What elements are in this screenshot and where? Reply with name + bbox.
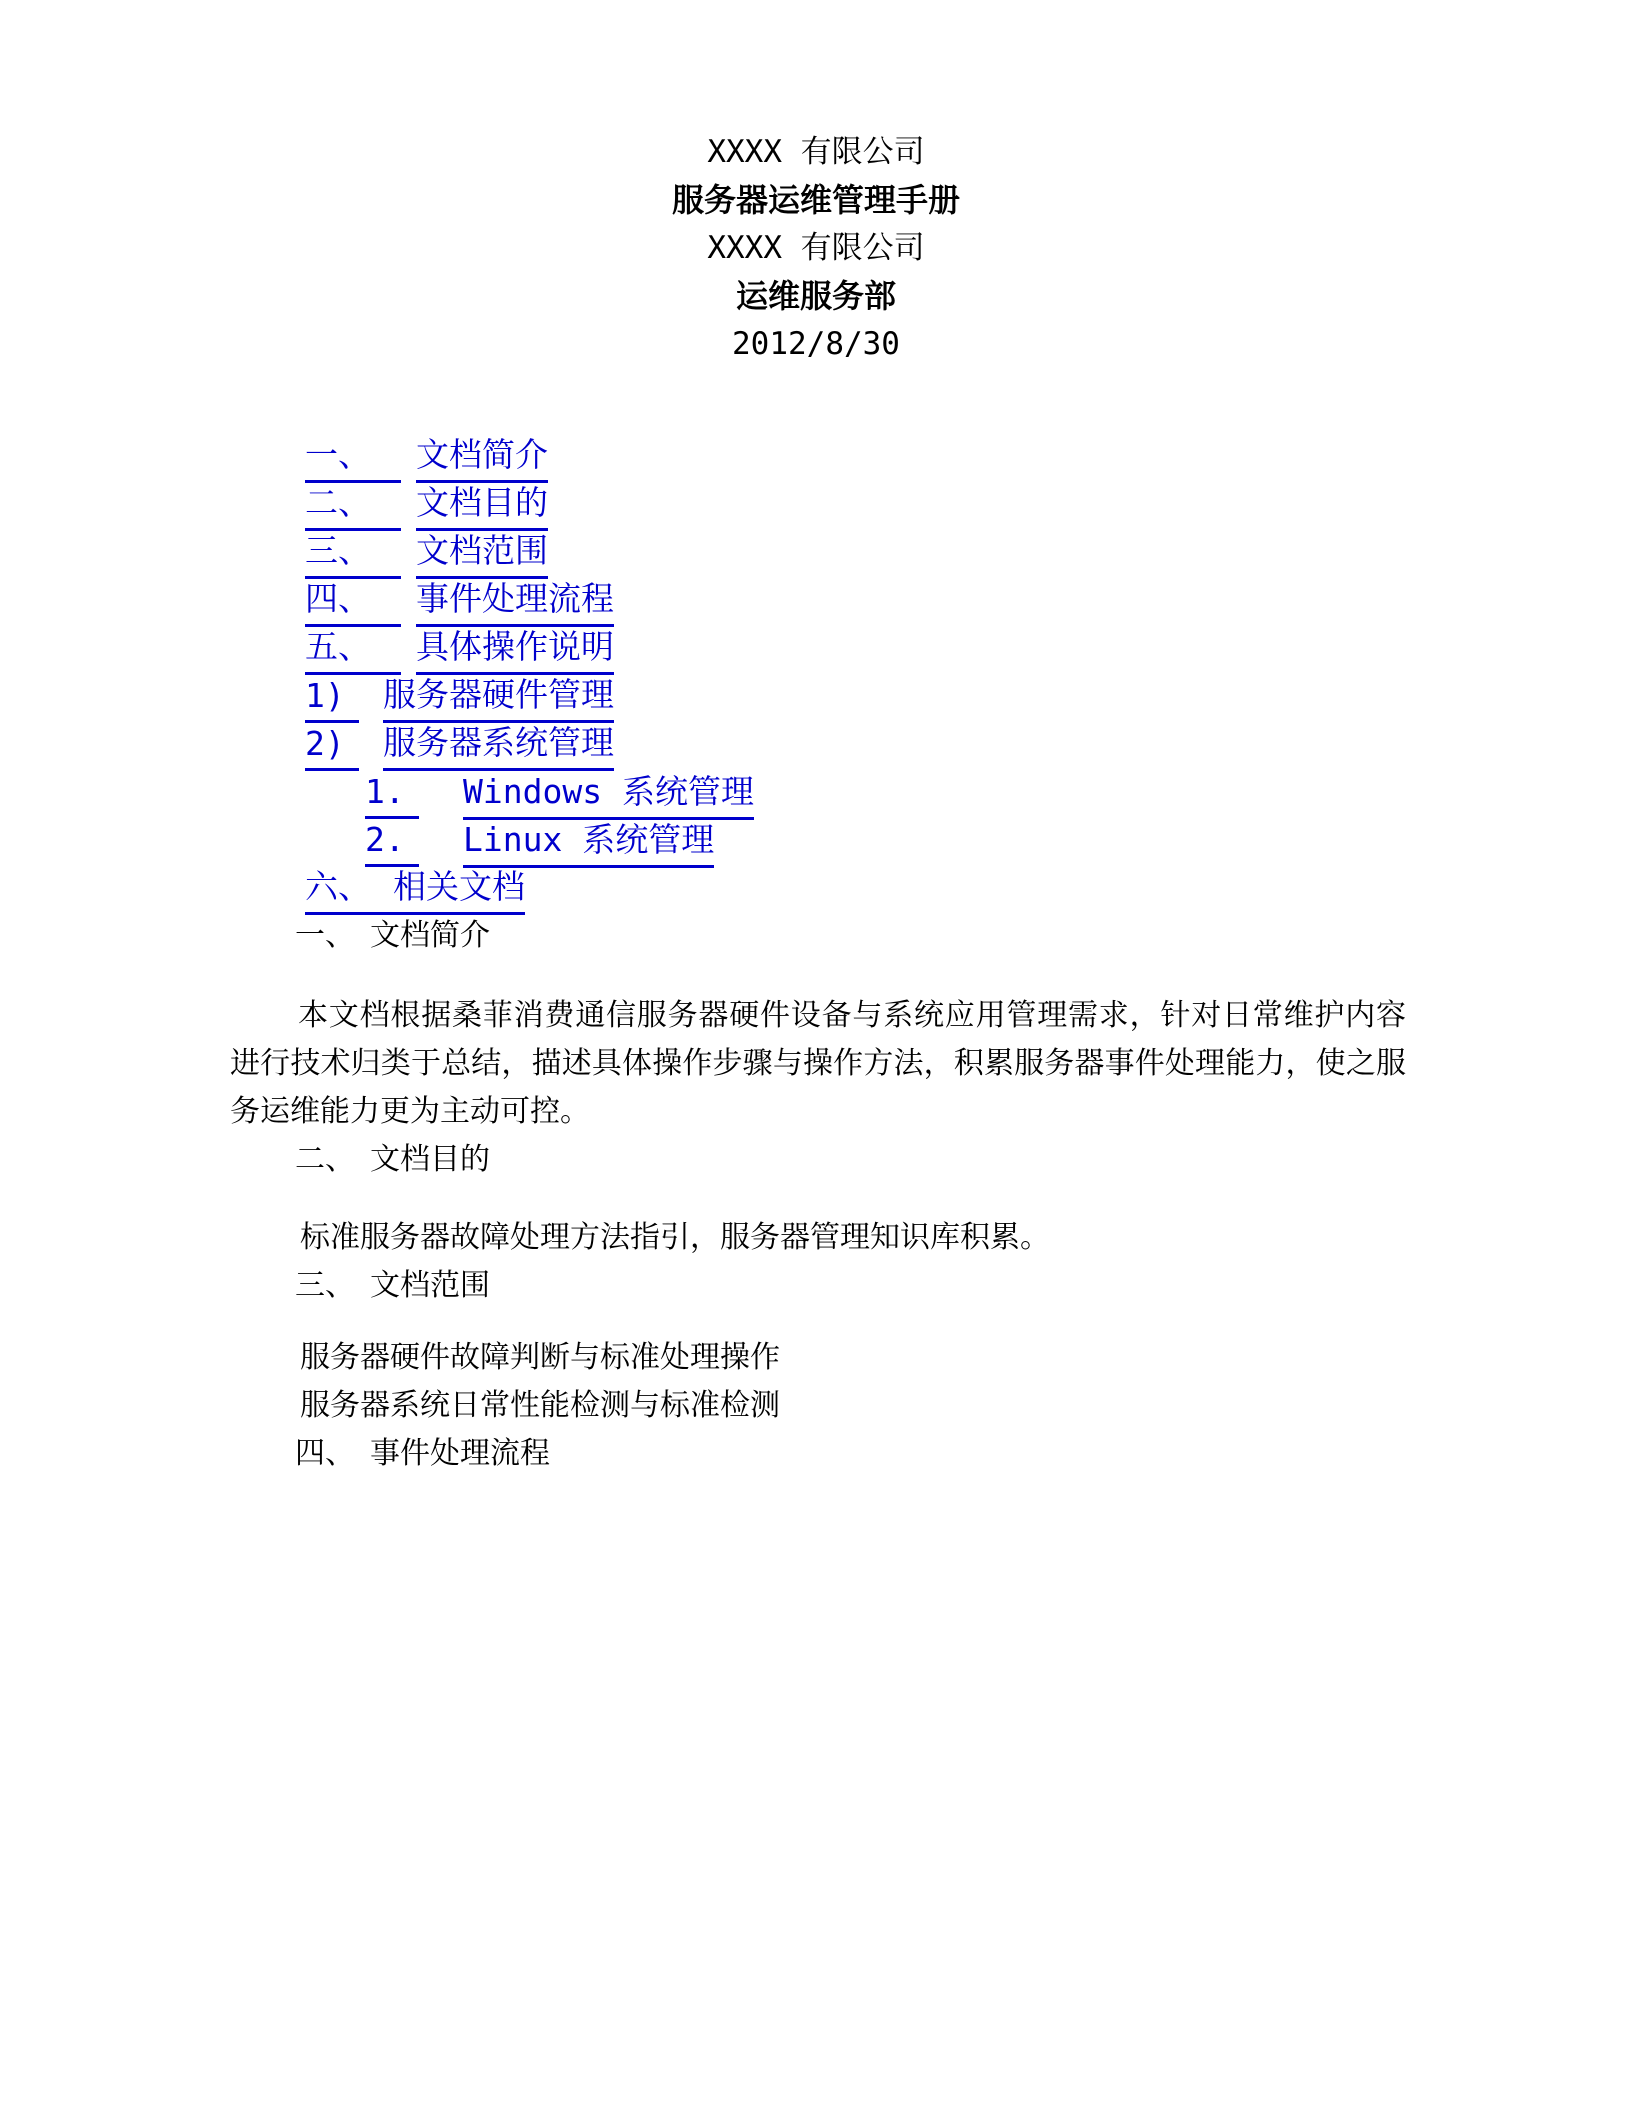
toc-item-label-latin[interactable]: Windows [463,772,622,811]
toc-item-label[interactable]: 服务器系统管理 [383,720,614,771]
document-header [0,0,1632,368]
toc-item-number[interactable]: 四、 [305,576,401,627]
toc-item-label[interactable]: 文档范围 [416,528,548,579]
toc-item-label[interactable] [463,768,754,820]
company-name-top-cjk: 有限公司 [800,134,925,169]
toc-item [0,720,1632,768]
section-heading-number: 四、 [295,1437,355,1470]
toc-item-label-cjk[interactable]: 系统管理 [621,775,754,811]
section-heading-4 [0,1430,1632,1478]
toc-item [0,864,1632,912]
toc-item-label[interactable] [463,816,714,868]
toc-item-number[interactable]: 五、 [305,624,401,675]
table-of-contents [0,432,1632,912]
section-heading-number: 二、 [295,1143,355,1176]
section-3-line-2: 服务器系统日常性能检测与标准检测 [300,1389,780,1422]
section-1-paragraph: 本文档根据桑菲消费通信服务器硬件设备与系统应用管理需求，针对日常维护内容进行技术归类于总结，描述具体操作步骤与操作方法，积累服务器事件处理能力，使之服务运维能力更为主动可控。 [230,999,1406,1128]
toc-item [0,480,1632,528]
toc-item-number[interactable]: 二、 [305,480,401,531]
toc-item-label-latin[interactable]: Linux [463,820,583,859]
section-heading-2 [0,1136,1632,1184]
toc-item-number[interactable]: 2. [365,816,419,867]
toc-item-label[interactable]: 服务器硬件管理 [383,672,614,723]
toc-item-number[interactable]: 一、 [305,432,401,483]
department-name: 运维服务部 [735,278,896,314]
section-heading-number: 三、 [295,1269,355,1302]
toc-item-label[interactable]: 相关文档 [393,864,525,915]
toc-item [0,624,1632,672]
section-2-paragraph: 标准服务器故障处理方法指引，服务器管理知识库积累。 [300,1221,1050,1254]
toc-item-number[interactable]: 三、 [305,528,401,579]
toc-item-number[interactable]: 1. [365,768,419,819]
toc-item [0,816,1632,864]
toc-item-number[interactable]: 1) [305,672,359,723]
toc-item-label[interactable]: 文档简介 [416,432,548,483]
section-heading-1 [0,912,1632,960]
section-heading-text: 文档简介 [370,919,490,952]
section-heading-text: 文档目的 [370,1143,490,1176]
company-name-mid-cjk: 有限公司 [800,230,925,265]
company-name-top [0,128,1632,176]
toc-item [0,432,1632,480]
section-heading-text: 事件处理流程 [370,1437,550,1470]
toc-item-label[interactable]: 具体操作说明 [416,624,614,675]
toc-item-label[interactable]: 事件处理流程 [416,576,614,627]
section-3-line-1: 服务器硬件故障判断与标准处理操作 [300,1341,780,1374]
document-title: 服务器运维管理手册 [671,182,960,218]
toc-item-label[interactable]: 文档目的 [416,480,548,531]
toc-item-label-cjk[interactable]: 系统管理 [582,823,715,859]
toc-item [0,672,1632,720]
toc-item-number[interactable]: 2) [305,720,359,771]
company-name-mid [0,224,1632,272]
toc-item [0,528,1632,576]
toc-item [0,768,1632,816]
company-name-top-latin: XXXX [707,134,801,170]
company-name-mid-latin: XXXX [707,230,801,266]
section-heading-3 [0,1262,1632,1310]
section-heading-text: 文档范围 [370,1269,490,1302]
document-body [0,912,1632,1478]
toc-item-number[interactable]: 六、 [305,864,401,915]
document-date: 2012/8/30 [732,326,900,362]
toc-item [0,576,1632,624]
section-heading-number: 一、 [295,919,355,952]
